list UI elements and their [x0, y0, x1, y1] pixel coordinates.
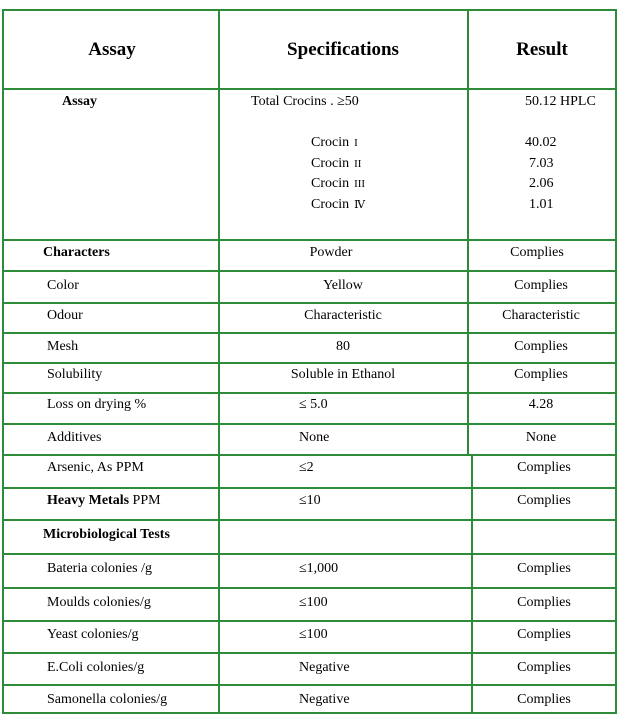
grid-line — [2, 362, 617, 364]
grid-line — [2, 652, 617, 654]
row-label: Arsenic, As PPM — [47, 460, 144, 475]
row-result: Complies — [517, 561, 571, 576]
grid-line — [2, 587, 617, 589]
grid-line — [2, 519, 617, 521]
row-result: Complies — [514, 367, 568, 382]
row-spec: ≤100 — [299, 595, 328, 610]
section-label: Microbiological Tests — [43, 527, 170, 542]
grid-line — [2, 553, 617, 555]
grid-line — [2, 454, 617, 456]
crocin-3-name: Crocin III — [311, 176, 366, 191]
assay-total-spec: Total Crocins . ≥50 — [251, 94, 359, 109]
row-label: Moulds colonies/g — [47, 595, 151, 610]
row-label: Yeast colonies/g — [47, 627, 139, 642]
row-spec: Powder — [309, 245, 353, 260]
crocin-2-name: Crocin II — [311, 156, 362, 171]
grid-line — [2, 270, 617, 272]
grid-line — [2, 332, 617, 334]
row-spec: 80 — [336, 339, 350, 354]
grid-line — [2, 620, 617, 622]
row-label: Characters — [43, 245, 110, 260]
grid-line — [218, 9, 220, 714]
crocin-1-result: 40.02 — [525, 135, 557, 150]
row-result: Complies — [517, 627, 571, 642]
assay-total-result: 50.12 HPLC — [525, 94, 596, 109]
row-spec: Soluble in Ethanol — [290, 367, 396, 382]
row-spec: ≤2 — [299, 460, 314, 475]
row-spec: ≤10 — [299, 493, 321, 508]
row-spec: Negative — [299, 692, 350, 707]
row-result: Complies — [517, 460, 571, 475]
row-result: Complies — [510, 245, 564, 260]
row-label: Color — [47, 278, 79, 293]
grid-line — [2, 712, 617, 714]
header-specifications: Specifications — [287, 39, 399, 60]
grid-line — [2, 302, 617, 304]
row-label: E.Coli colonies/g — [47, 660, 145, 675]
row-label: Additives — [47, 430, 102, 445]
grid-line — [2, 487, 617, 489]
row-result: Complies — [517, 493, 571, 508]
row-result: Complies — [517, 692, 571, 707]
crocin-1-name: Crocin I — [311, 135, 358, 150]
row-spec: Characteristic — [304, 308, 382, 323]
row-result: Complies — [514, 339, 568, 354]
row-result: 4.28 — [528, 397, 554, 412]
row-result: Characteristic — [502, 308, 580, 323]
header-result: Result — [516, 39, 568, 60]
crocin-4-name: Crocin Ⅳ — [311, 197, 366, 212]
row-spec: ≤100 — [299, 627, 328, 642]
row-result: Complies — [514, 278, 568, 293]
crocin-3-result: 2.06 — [529, 176, 554, 191]
row-spec: ≤1,000 — [299, 561, 339, 576]
grid-line — [471, 454, 473, 714]
row-spec: None — [299, 430, 330, 445]
header-assay: Assay — [88, 39, 136, 60]
row-label: Mesh — [47, 339, 79, 354]
grid-line — [2, 9, 4, 714]
row-label: Samonella colonies/g — [47, 692, 168, 707]
row-result: Complies — [517, 660, 571, 675]
row-label: Bateria colonies /g — [47, 561, 152, 576]
row-spec: ≤ 5.0 — [299, 397, 328, 412]
grid-line — [2, 423, 617, 425]
grid-line — [2, 9, 617, 11]
grid-line — [2, 88, 617, 90]
row-spec: Negative — [299, 660, 350, 675]
row-result: None — [525, 430, 557, 445]
row-spec: Yellow — [323, 278, 363, 293]
assay-label: Assay — [62, 94, 98, 109]
grid-line — [2, 684, 617, 686]
row-label: Odour — [47, 308, 83, 323]
row-label: Loss on drying % — [47, 397, 147, 412]
row-label: Heavy Metals PPM — [47, 493, 161, 508]
crocin-2-result: 7.03 — [529, 156, 554, 171]
row-result: Complies — [517, 595, 571, 610]
crocin-4-result: 1.01 — [529, 197, 554, 212]
grid-line — [2, 392, 617, 394]
row-label: Solubility — [47, 367, 103, 382]
grid-line — [2, 239, 617, 241]
grid-line — [615, 9, 617, 714]
grid-line — [467, 9, 469, 455]
